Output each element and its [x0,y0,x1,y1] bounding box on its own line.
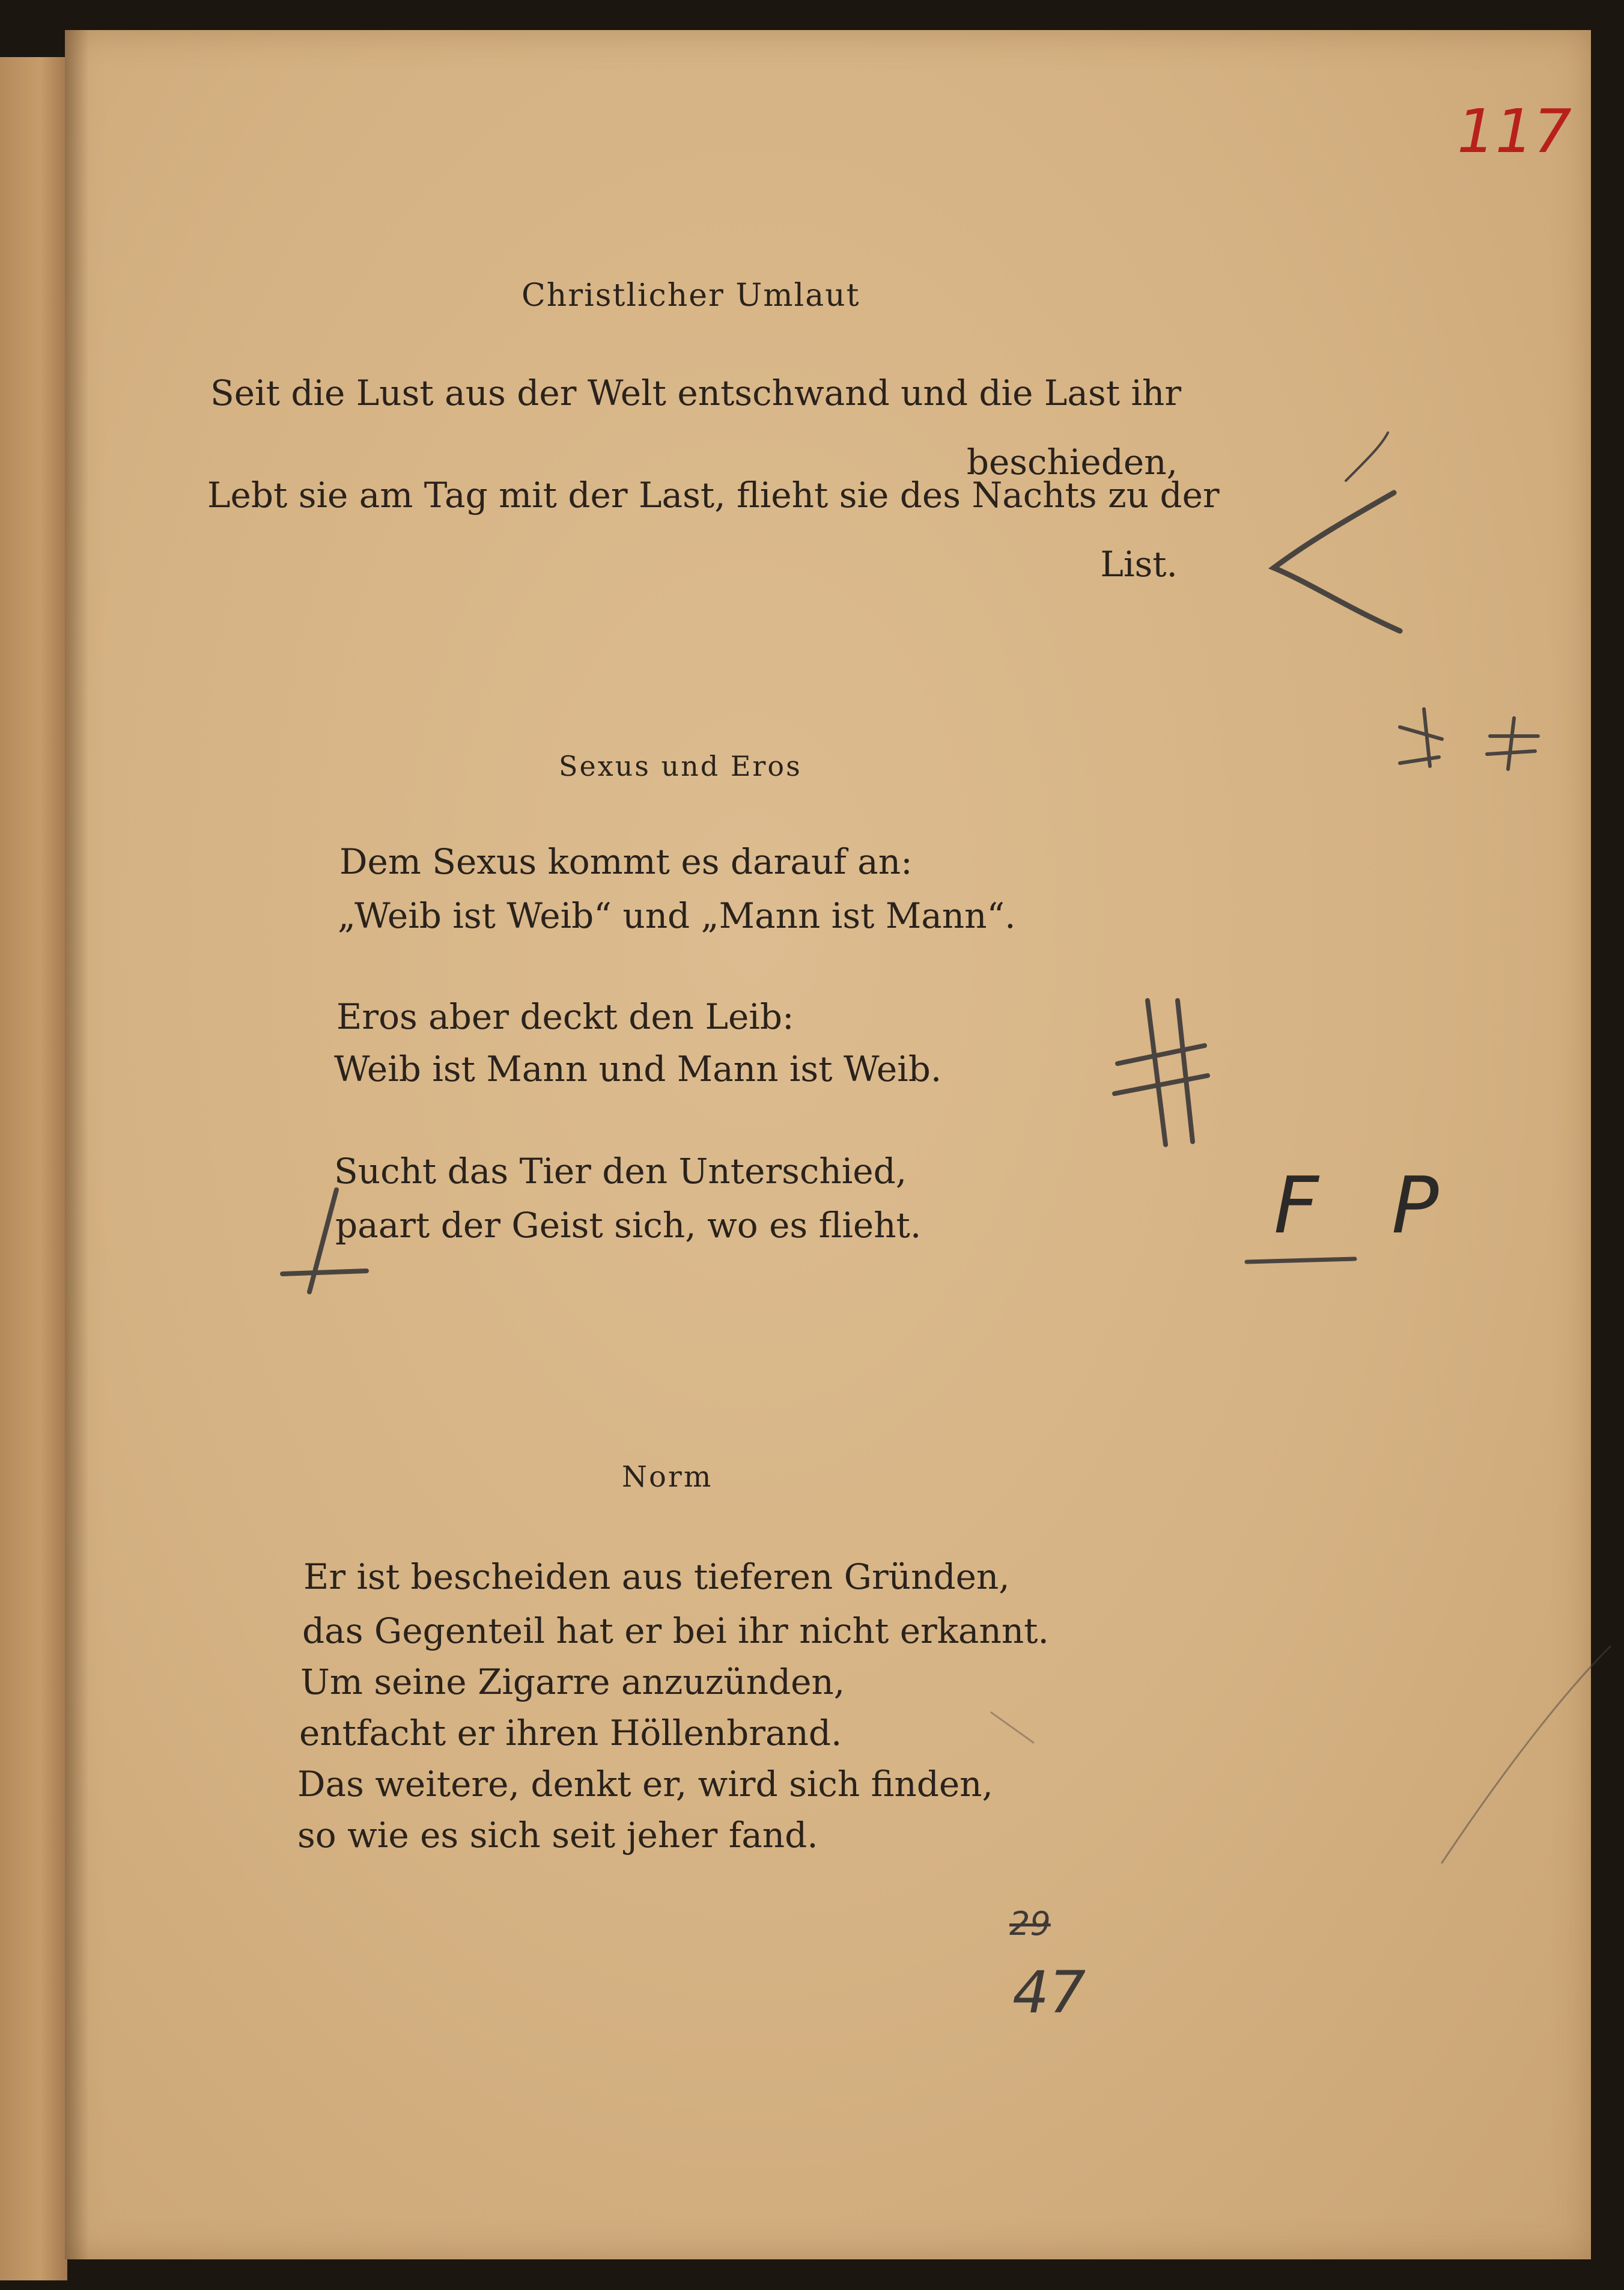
poem1-line-4: List. [1100,544,1178,585]
faint-tick [991,1713,1033,1743]
poem1-line-3: Lebt sie am Tag mit der Last, flieht sie des Nachts zu der [207,475,1220,516]
bracket-tick [1346,433,1388,481]
poem2-stanza3-line1: Sucht das Tier den Unterschied, [334,1151,907,1192]
poem2-title: Sexus und Eros [559,750,802,782]
poem2-stanza1-line1: Dem Sexus kommt es darauf an: [339,841,913,882]
poem3-title: Norm [622,1460,713,1494]
poem1-title: Christlicher Umlaut [522,278,860,314]
underline-mark [1247,1259,1355,1262]
small-hash-mark [1487,718,1538,769]
poem3-line-5: Das weitere, denkt er, wird sich finden, [297,1764,993,1804]
poem3-line-3: Um seine Zigarre anzuzünden, [300,1661,845,1702]
page-number-pencil: 47 [1012,1959,1086,2026]
hash-mark [1115,1000,1208,1145]
cross-mark [282,1190,366,1292]
faint-scribble [1442,1646,1610,1863]
poem1-line-2: beschieden, [966,442,1178,483]
margin-note: F P [1274,1160,1463,1251]
poem3-line-1: Er ist bescheiden aus tieferen Gründen, [303,1556,1010,1597]
poem2-stanza2-line2: Weib ist Mann und Mann ist Weib. [334,1049,942,1089]
poem3-line-4: entfacht er ihren Höllenbrand. [299,1713,842,1753]
poem3-line-6: so wie es sich seit jeher fand. [297,1815,818,1856]
bracket-mark [1274,493,1400,631]
poem2-stanza1-line2: „Weib ist Weib“ und „Mann ist Mann“. [338,895,1016,936]
struck-page-number: 29 [1009,1905,1051,1943]
folio-number: 117 [1457,96,1572,166]
poem2-stanza3-line2: paart der Geist sich, wo es flieht. [335,1205,922,1246]
small-mark-r [1400,709,1442,766]
poem1-line-1: Seit die Lust aus der Welt entschwand und die Last ihr [210,373,1182,413]
poem3-line-2: das Gegenteil hat er bei ihr nicht erkannt. [302,1610,1049,1651]
poem2-stanza2-line1: Eros aber deckt den Leib: [336,996,794,1037]
